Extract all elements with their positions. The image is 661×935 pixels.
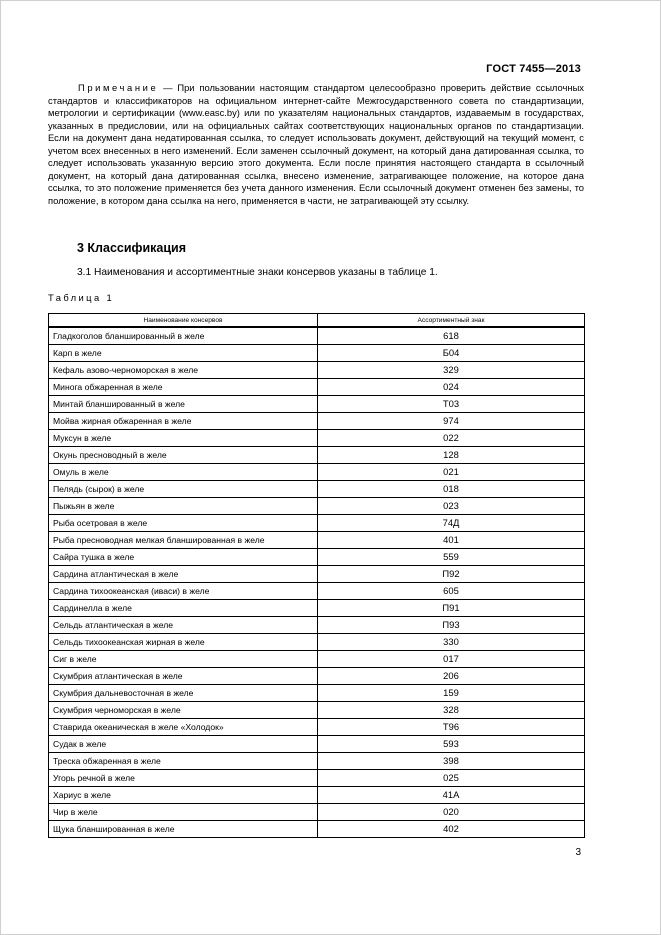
- table-row: [49, 549, 585, 566]
- product-name-cell: Треска обжаренная в желе: [49, 753, 318, 770]
- table-row: [49, 481, 585, 498]
- assortment-code-cell: 398: [318, 753, 585, 770]
- assortment-code-cell: 020: [318, 804, 585, 821]
- assortment-code-cell: 021: [318, 464, 585, 481]
- product-name-cell: Минога обжаренная в желе: [49, 379, 318, 396]
- table-row: [49, 532, 585, 549]
- table-row: [49, 464, 585, 481]
- product-name-cell: Угорь речной в желе: [49, 770, 318, 787]
- table-row: [49, 413, 585, 430]
- table-body: [49, 327, 585, 838]
- product-name-cell: Ставрида океаническая в желе «Холодок»: [49, 719, 318, 736]
- assortment-code-cell: 159: [318, 685, 585, 702]
- assortment-code-cell: 206: [318, 668, 585, 685]
- product-name-cell: Щука бланшированная в желе: [49, 821, 318, 838]
- table-row: [49, 345, 585, 362]
- note-label: Примечание: [78, 82, 159, 93]
- assortment-code-cell: 025: [318, 770, 585, 787]
- product-name-cell: Сельдь атлантическая в желе: [49, 617, 318, 634]
- table-row: [49, 753, 585, 770]
- assortment-code-cell: 41А: [318, 787, 585, 804]
- table-row: [49, 770, 585, 787]
- standard-code: ГОСТ 7455—2013: [486, 63, 581, 75]
- product-name-cell: Сайра тушка в желе: [49, 549, 318, 566]
- product-name-cell: Омуль в желе: [49, 464, 318, 481]
- assortment-code-cell: 402: [318, 821, 585, 838]
- assortment-code-cell: 329: [318, 362, 585, 379]
- assortment-code-cell: 401: [318, 532, 585, 549]
- table-header-row: [49, 314, 585, 328]
- assortment-code-cell: 974: [318, 413, 585, 430]
- assortment-code-cell: 018: [318, 481, 585, 498]
- table-row: [49, 736, 585, 753]
- product-name-cell: Гладкоголов бланшированный в желе: [49, 327, 318, 345]
- table-row: [49, 634, 585, 651]
- table-row: [49, 617, 585, 634]
- table-row: [49, 583, 585, 600]
- assortment-code-cell: Т96: [318, 719, 585, 736]
- assortment-code-cell: 022: [318, 430, 585, 447]
- product-name-cell: Сардинелла в желе: [49, 600, 318, 617]
- assortment-code-cell: Т03: [318, 396, 585, 413]
- table-row: [49, 821, 585, 838]
- table-row: [49, 430, 585, 447]
- table-row: [49, 396, 585, 413]
- assortment-code-cell: 023: [318, 498, 585, 515]
- table-row: [49, 447, 585, 464]
- table-row: [49, 515, 585, 532]
- table-row: [49, 787, 585, 804]
- product-name-cell: Минтай бланшированный в желе: [49, 396, 318, 413]
- product-name-cell: Карп в желе: [49, 345, 318, 362]
- assortment-code-cell: П91: [318, 600, 585, 617]
- table-row: [49, 362, 585, 379]
- table-row: [49, 327, 585, 345]
- assortment-code-cell: 017: [318, 651, 585, 668]
- note-text: — При пользовании настоящим стандартом целесообразно проверить действие ссылочных стандартов и классификаторов на официальном интернет-сайте Межгосударственного совета по стандартизации, метрологии и сертификации (www.easc.by) или по указателям национальных стандартов, издаваемым в государствах, указанных в предисловии, или на официальных сайтах соответствующих национальных органов по стандартизации. Если на документ дана недатированная ссылка, то следует использовать документ, действующий на текущий момент, с учетом всех внесенных в него изменений. Если заменен ссылочный документ, на который дана датированная ссылка, то следует использовать указанную версию этого документа. Если после принятия настоящего стандарта в ссылочный документ, на который дана датированная ссылка, внесено изменение, затрагивающее положение, на которое дана ссылка, то это положение применяется без учета данного изменения. Если ссылочный документ отменен без замены, то положение, в котором дана ссылка на него, применяется в части, не затрагивающей эту ссылку.: [48, 82, 584, 206]
- section-text: 3.1 Наименования и ассортиментные знаки консервов указаны в таблице 1.: [77, 267, 438, 278]
- assortment-code-cell: 605: [318, 583, 585, 600]
- product-name-cell: Хариус в желе: [49, 787, 318, 804]
- product-name-cell: Рыба осетровая в желе: [49, 515, 318, 532]
- product-name-cell: Муксун в желе: [49, 430, 318, 447]
- assortment-code-cell: 593: [318, 736, 585, 753]
- table-row: [49, 702, 585, 719]
- product-name-cell: Сельдь тихоокеанская жирная в желе: [49, 634, 318, 651]
- assortment-code-cell: П93: [318, 617, 585, 634]
- column-header-code: Ассортиментный знак: [318, 314, 585, 328]
- product-name-cell: Рыба пресноводная мелкая бланшированная в желе: [49, 532, 318, 549]
- assortment-code-cell: 618: [318, 327, 585, 345]
- table-caption: Таблица 1: [48, 292, 115, 303]
- assortment-code-cell: 74Д: [318, 515, 585, 532]
- product-name-cell: Чир в желе: [49, 804, 318, 821]
- product-name-cell: Сардина атлантическая в желе: [49, 566, 318, 583]
- product-name-cell: Кефаль азово-черноморская в желе: [49, 362, 318, 379]
- column-header-name: Наименование консервов: [49, 314, 318, 328]
- product-name-cell: Пыжьян в желе: [49, 498, 318, 515]
- assortment-code-cell: Б04: [318, 345, 585, 362]
- product-name-cell: Пелядь (сырок) в желе: [49, 481, 318, 498]
- assortment-table: [48, 313, 585, 838]
- table-row: [49, 379, 585, 396]
- product-name-cell: Окунь пресноводный в желе: [49, 447, 318, 464]
- assortment-code-cell: 128: [318, 447, 585, 464]
- table-row: [49, 566, 585, 583]
- table-row: [49, 685, 585, 702]
- note-paragraph: [48, 82, 584, 207]
- table-row: [49, 651, 585, 668]
- table-row: [49, 668, 585, 685]
- table-row: [49, 600, 585, 617]
- product-name-cell: Сиг в желе: [49, 651, 318, 668]
- product-name-cell: Мойва жирная обжаренная в желе: [49, 413, 318, 430]
- table-row: [49, 719, 585, 736]
- section-title: 3 Классификация: [77, 241, 187, 255]
- assortment-code-cell: 328: [318, 702, 585, 719]
- page-number: 3: [575, 847, 581, 858]
- assortment-code-cell: 024: [318, 379, 585, 396]
- table-row: [49, 804, 585, 821]
- product-name-cell: Скумбрия черноморская в желе: [49, 702, 318, 719]
- product-name-cell: Скумбрия атлантическая в желе: [49, 668, 318, 685]
- product-name-cell: Скумбрия дальневосточная в желе: [49, 685, 318, 702]
- product-name-cell: Судак в желе: [49, 736, 318, 753]
- assortment-code-cell: 559: [318, 549, 585, 566]
- product-name-cell: Сардина тихоокеанская (иваси) в желе: [49, 583, 318, 600]
- assortment-code-cell: 330: [318, 634, 585, 651]
- assortment-code-cell: П92: [318, 566, 585, 583]
- table-row: [49, 498, 585, 515]
